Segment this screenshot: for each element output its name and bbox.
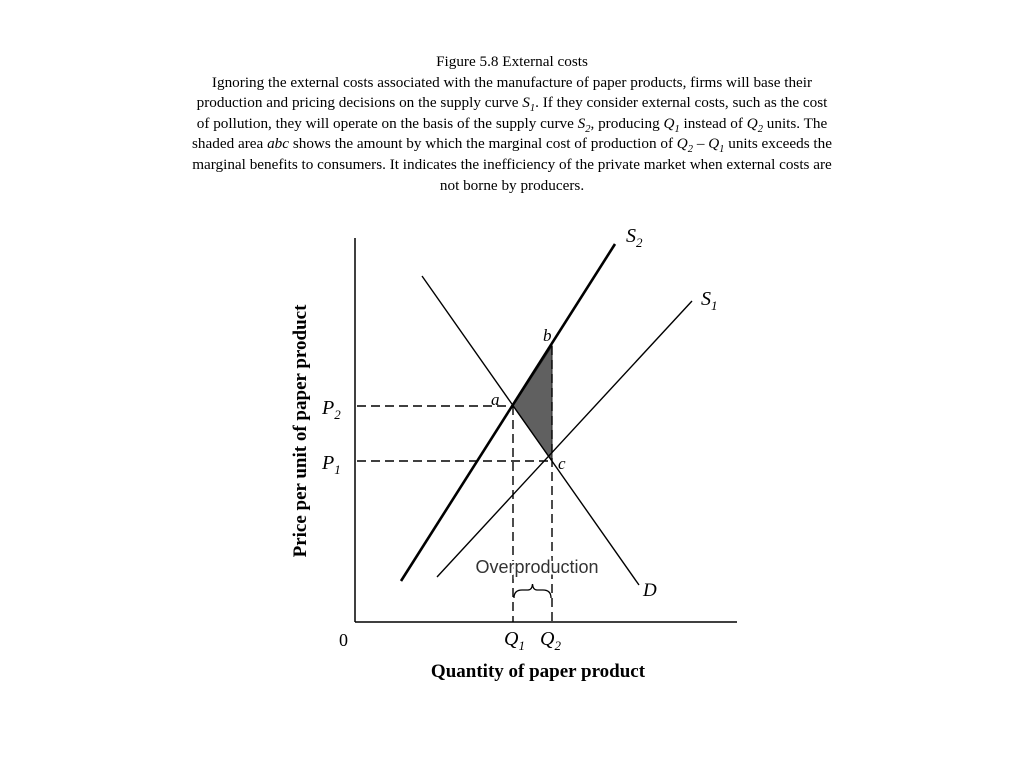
s1-label: $S_1$	[701, 288, 718, 313]
x-axis-label: Quantity of paper product	[430, 661, 646, 682]
q1-label: $Q_1$	[504, 628, 525, 653]
y-axis-label: Price per unit of paper product	[290, 304, 311, 558]
supply-curve-s2	[401, 244, 615, 581]
supply-curve-s1	[437, 301, 692, 577]
s2-label: $S_2$	[626, 225, 643, 250]
origin-label: 0	[339, 630, 348, 650]
point-c-label: c	[558, 454, 566, 473]
q2-label: $Q_2$	[540, 628, 561, 653]
demand-label: D	[643, 580, 657, 601]
p1-label: $P_1$	[322, 452, 341, 477]
point-a-label: a	[491, 390, 500, 409]
caption-body: Ignoring the external costs associated with the manufacture of paper products, firms will base their production and pricing decisions on the supply curve $S_1$. If they consider external costs, such as the cost of pollution, they will operate on the basis of the supply curve $S_2$, producing $Q_1$ instead of $Q_2$ units. The shaded area abc shows the amount by which the marginal cost of production of $Q_2 - Q_1$ units exceeds the marginal benefits to consumers. It indicates the inefficiency of the private market when external costs are not borne by producers.	[192, 73, 832, 194]
caption-title: Figure 5.8 External costs	[436, 53, 588, 70]
shaded-area-abc	[513, 346, 552, 461]
overproduction-brace	[514, 584, 551, 598]
overproduction-label: Overproduction	[475, 557, 599, 577]
p2-label: $P_2$	[322, 397, 341, 422]
point-b-label: b	[543, 326, 552, 345]
demand-curve	[422, 276, 639, 585]
